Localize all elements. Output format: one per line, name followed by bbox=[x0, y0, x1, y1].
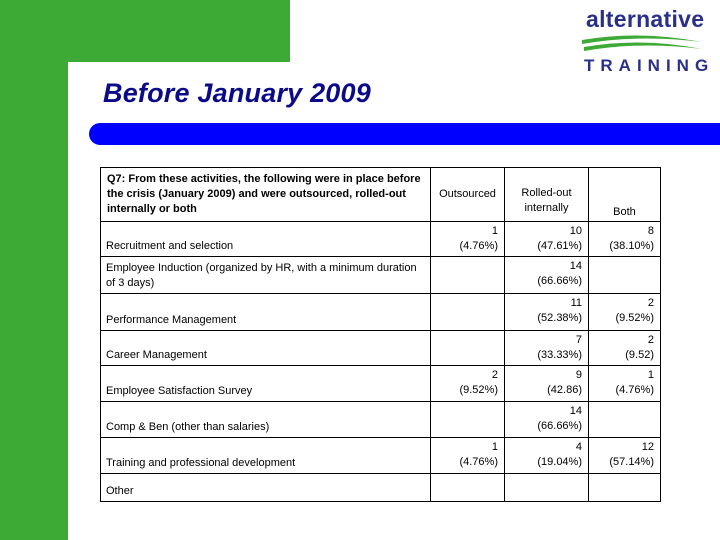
both-cell bbox=[589, 438, 661, 474]
survey-table-container bbox=[100, 167, 661, 502]
row-label: Employee Satisfaction Survey bbox=[101, 366, 431, 402]
count-value: 10 bbox=[569, 225, 582, 237]
count-value: 2 bbox=[647, 334, 654, 346]
rolled-out-cell bbox=[505, 474, 589, 502]
percent-value: (47.61%) bbox=[537, 240, 582, 252]
green-side-band bbox=[0, 0, 68, 540]
survey-table bbox=[100, 167, 661, 502]
percent-value: (19.04%) bbox=[537, 456, 582, 468]
row-label: Career Management bbox=[101, 331, 431, 366]
row-label: Performance Management bbox=[101, 294, 431, 331]
logo-subtitle: TRAINING bbox=[584, 56, 715, 75]
rolled-out-cell bbox=[505, 438, 589, 474]
row-label: Recruitment and selection bbox=[101, 222, 431, 257]
outsourced-cell bbox=[431, 294, 505, 331]
count-value: 1 bbox=[647, 369, 654, 381]
row-label: Training and professional development bbox=[101, 438, 431, 474]
percent-value: (66.66%) bbox=[537, 420, 582, 432]
both-cell bbox=[589, 294, 661, 331]
count-value: 7 bbox=[575, 334, 582, 346]
rolled-out-cell bbox=[505, 294, 589, 331]
table-row bbox=[101, 438, 661, 474]
rolled-out-cell bbox=[505, 402, 589, 438]
logo-swoosh-icon bbox=[580, 32, 705, 58]
count-value: 8 bbox=[647, 225, 654, 237]
count-value: 2 bbox=[647, 297, 654, 309]
question-cell: Q7: From these activities, the following were in place before the crisis (January 2009) and were outsourced, rolled-out internally or both bbox=[101, 168, 431, 222]
both-cell bbox=[589, 222, 661, 257]
percent-value: (4.76%) bbox=[615, 384, 654, 396]
column-header-rolled-out-label: Rolled-out internally bbox=[521, 186, 572, 214]
outsourced-cell bbox=[431, 474, 505, 502]
percent-value: (9.52%) bbox=[459, 384, 498, 396]
page-title: Before January 2009 bbox=[103, 78, 371, 108]
column-header-both: Both bbox=[589, 168, 661, 222]
percent-value: (4.76%) bbox=[459, 456, 498, 468]
table-row bbox=[101, 222, 661, 257]
table-row bbox=[101, 366, 661, 402]
table-row bbox=[101, 402, 661, 438]
row-label: Comp & Ben (other than salaries) bbox=[101, 402, 431, 438]
outsourced-cell bbox=[431, 257, 505, 294]
percent-value: (33.33%) bbox=[537, 349, 582, 361]
both-cell bbox=[589, 474, 661, 502]
count-value: 2 bbox=[491, 369, 498, 381]
alternative-training-logo bbox=[580, 4, 715, 76]
row-label: Employee Induction (organized by HR, with a minimum duration of 3 days) bbox=[101, 257, 431, 294]
rolled-out-cell bbox=[505, 331, 589, 366]
count-value: 11 bbox=[570, 297, 582, 309]
column-header-rolled-out bbox=[505, 168, 589, 222]
percent-value: (57.14%) bbox=[609, 456, 654, 468]
percent-value: (9.52%) bbox=[615, 312, 654, 324]
count-value: 4 bbox=[575, 441, 582, 453]
count-value: 14 bbox=[569, 260, 582, 272]
percent-value: (9.52) bbox=[625, 349, 654, 361]
table-row bbox=[101, 257, 661, 294]
table-row bbox=[101, 474, 661, 502]
percent-value: (66.66%) bbox=[537, 275, 582, 287]
outsourced-cell bbox=[431, 366, 505, 402]
table-row bbox=[101, 294, 661, 331]
rolled-out-cell bbox=[505, 257, 589, 294]
rolled-out-cell bbox=[505, 366, 589, 402]
outsourced-cell bbox=[431, 402, 505, 438]
rolled-out-cell bbox=[505, 222, 589, 257]
table-header-row bbox=[101, 168, 661, 222]
outsourced-cell bbox=[431, 331, 505, 366]
outsourced-cell bbox=[431, 222, 505, 257]
both-cell bbox=[589, 366, 661, 402]
both-cell bbox=[589, 257, 661, 294]
logo-wordmark: alternative bbox=[586, 6, 705, 32]
title-underline-bar bbox=[89, 123, 720, 145]
both-cell bbox=[589, 331, 661, 366]
both-cell bbox=[589, 402, 661, 438]
percent-value: (52.38%) bbox=[537, 312, 582, 324]
outsourced-cell bbox=[431, 438, 505, 474]
percent-value: (38.10%) bbox=[609, 240, 654, 252]
count-value: 1 bbox=[491, 225, 498, 237]
percent-value: (42.86) bbox=[547, 384, 582, 396]
count-value: 12 bbox=[641, 441, 654, 453]
row-label: Other bbox=[101, 474, 431, 502]
column-header-outsourced: Outsourced bbox=[431, 168, 505, 222]
count-value: 14 bbox=[569, 405, 582, 417]
table-row bbox=[101, 331, 661, 366]
count-value: 9 bbox=[575, 369, 582, 381]
percent-value: (4.76%) bbox=[459, 240, 498, 252]
count-value: 1 bbox=[491, 441, 498, 453]
